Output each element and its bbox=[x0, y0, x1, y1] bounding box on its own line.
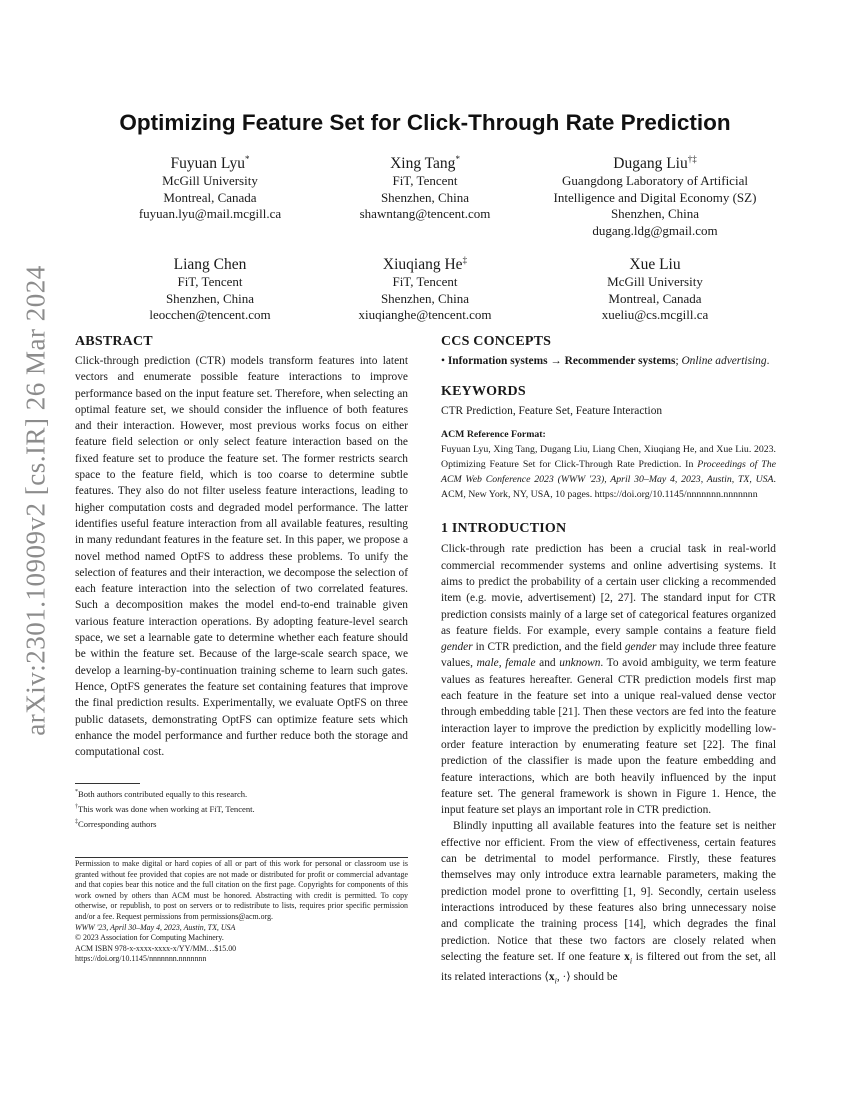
author-name: Fuyuan Lyu* bbox=[170, 153, 250, 172]
author-location: Shenzhen, China bbox=[165, 290, 255, 306]
abstract-text: Click-through prediction (CTR) models transform features into latent vectors and enumerate possible feature interactions to improve performance based on the input feature set. Therefore, when selecting an optimal feature set, we should consider the influence of both features and their interaction. However, most previous works focus on either feature field selection or only select feature interaction based on the fixed feature set to produce the feature set. The former restricts search space to the feature field, which is too coarse to determine subtle features. They also do not filter useless feature interactions, leading to higher computation costs and degraded model performance. The latter identifies useful feature interaction from all available features, resulting in many redundant features in the feature set. In this paper, we propose a novel method named OptFS to address these problems. To unify the selection of features and their interaction, we decompose the selection of each feature interaction into the selection of two correlated features. Such a decomposition makes the model end-to-end trainable given various feature interaction operations. By adopting feature-level search space, we set a learnable gate to determine whether each feature should be within the feature set. Because of the large-scale search space, we develop a learning-by-continuation training scheme to learn such gates. Hence, OptFS generates the feature set containing features that improve the final prediction results. Experimentally, we evaluate OptFS on three public datasets, demonstrating OptFS can optimize feature sets which enhance the model performance and further reduce both the storage and computational cost. bbox=[75, 355, 408, 759]
author-block bbox=[325, 154, 525, 223]
intro-heading: 1 INTRODUCTION bbox=[441, 521, 567, 537]
author-email: shawntang@tencent.com bbox=[359, 206, 491, 222]
author-location: Shenzhen, China bbox=[380, 189, 470, 205]
abstract-heading: ABSTRACT bbox=[75, 334, 153, 349]
author-email: xiuqianghe@tencent.com bbox=[358, 307, 492, 323]
right-column bbox=[441, 333, 776, 990]
keywords-heading: KEYWORDS bbox=[441, 384, 526, 400]
author-location: Montreal, Canada bbox=[608, 290, 702, 306]
copyright-line: © 2023 Association for Computing Machinery. bbox=[75, 933, 224, 943]
acm-ref-heading: ACM Reference Format: bbox=[441, 428, 546, 440]
author-location: Shenzhen, China bbox=[380, 290, 470, 306]
abstract-section bbox=[75, 333, 408, 760]
footnote-divider bbox=[75, 783, 140, 784]
permission-block bbox=[75, 859, 408, 965]
author-block bbox=[325, 255, 525, 324]
footnotes bbox=[75, 786, 408, 831]
intro-paragraph: Click-through rate prediction has been a crucial task in real-world commercial recommender systems and online advertising systems. It aims to predict the probability of a certain user clicking a recommended item (e.g. movie, advertisement) [2, 27]. The standard input for CTR prediction consists mainly of a large set of categorical features organized as feature fields. For example, every sample contains a feature field gender in CTR prediction, and the field gender may include three feature values, male, female and unknown. To avoid ambiguity, we term feature values as features hereafter. General CTR prediction models first map each feature in the feature set into a unique real-valued dense vector through embedding table [21]. Then these vectors are fed into the feature interaction layer to improve the prediction by explicitly modelling low-order feature interaction by enumerating feature set [22]. The final prediction of the classifier is made upon the feature embedding and feature interactions, which are both heavily influenced by the input feature set. The general framework is shown in Figure 1. Hence, the input feature set plays an important role in CTR prediction. bbox=[441, 543, 777, 817]
author-affiliation: FiT, Tencent bbox=[392, 173, 458, 188]
author-block bbox=[555, 255, 755, 324]
ccs-text: • Information systems → Recommender systems; Online advertising. bbox=[441, 355, 770, 367]
author-affiliation: FiT, Tencent bbox=[392, 274, 458, 289]
keywords-text: CTR Prediction, Feature Set, Feature Interaction bbox=[441, 405, 663, 418]
author-name: Xiuqiang He‡ bbox=[382, 254, 468, 273]
author-block bbox=[110, 154, 310, 223]
author-affiliation: McGill University bbox=[162, 173, 258, 188]
paper-title: Optimizing Feature Set for Click-Through Rate Prediction bbox=[119, 110, 731, 135]
intro-paragraph: Blindly inputting all available features into the feature set is neither effective nor efficient. From the view of effectiveness, certain features can be detrimental to model performance. Firstly, these features themselves may only introduce extra learnable parameters, making the prediction model prone to overfitting [1, 9]. Secondly, certain useless interactions introduced by these features also bring unnecessary noise and complicate the training process [14], which degrades the final prediction. Notice that these two factors are closely related when selecting the feature set. If one feature $x_i$ is filtered out from the set, all its related interactions $⟨x_i$, ·⟩ should be bbox=[441, 820, 776, 986]
arxiv-stamp bbox=[14, 264, 58, 736]
author-name: Xue Liu bbox=[629, 256, 681, 273]
author-block bbox=[530, 154, 780, 239]
footnote: †This work was done when working at FiT, Tencent. bbox=[75, 803, 255, 814]
ccs-heading: CCS CONCEPTS bbox=[441, 334, 552, 349]
author-affiliation: Guangdong Laboratory of Artificial bbox=[562, 173, 748, 188]
author-affiliation: Intelligence and Digital Economy (SZ) bbox=[553, 189, 757, 205]
arxiv-id: arXiv:2301.10909v2 [cs.IR] 26 Mar 2024 bbox=[20, 264, 51, 736]
author-email: fuyuan.lyu@mail.mcgill.ca bbox=[138, 206, 282, 222]
author-email: xueliu@cs.mcgill.ca bbox=[601, 307, 709, 323]
footnote: *Both authors contributed equally to this research. bbox=[75, 788, 248, 799]
footnote: ‡Corresponding authors bbox=[75, 818, 157, 829]
author-affiliation: McGill University bbox=[607, 274, 703, 289]
author-block bbox=[110, 255, 310, 324]
author-name: Liang Chen bbox=[173, 256, 247, 273]
acm-ref-text: Fuyuan Lyu, Xing Tang, Dugang Liu, Liang Chen, Xiuqiang He, and Xue Liu. 2023. Optimizing Feature Set for Click-Through Rate Prediction. In Proceedings of The ACM Web Conference 2023 (WWW '23), April 30–May 4, 2023, Austin, TX, USA. ACM, New York, NY, USA, 10 pages. https://doi.org/10.1145/nnnnnnn.nnnnnnn bbox=[441, 443, 776, 501]
author-affiliation: FiT, Tencent bbox=[177, 274, 243, 289]
author-email: dugang.ldg@gmail.com bbox=[592, 222, 718, 238]
author-email: leocchen@tencent.com bbox=[149, 307, 271, 323]
author-location: Shenzhen, China bbox=[610, 206, 700, 222]
author-name: Dugang Liu†‡ bbox=[613, 153, 697, 172]
isbn-line: ACM ISBN 978-x-xxxx-xxxx-x/YY/MM…$15.00 bbox=[75, 943, 237, 953]
conference-line: WWW '23, April 30–May 4, 2023, Austin, TX, USA bbox=[75, 922, 236, 932]
doi-line: https://doi.org/10.1145/nnnnnnn.nnnnnnn bbox=[75, 954, 207, 964]
permission-text: Permission to make digital or hard copies of all or part of this work for personal or classroom use is granted without fee provided that copies are not made or distributed for profit or commercial advantage and that copies bear this notice and the full citation on the first page. Copyrights for components of this work owned by others than ACM must be honored. Abstracting with credit is permitted. To copy otherwise, or republish, to post on servers or to redistribute to lists, requires prior specific permission and/or a fee. Request permissions from permissions@acm.org. bbox=[75, 859, 408, 921]
author-location: Montreal, Canada bbox=[163, 189, 257, 205]
author-name: Xing Tang* bbox=[390, 153, 460, 172]
permission-divider bbox=[75, 857, 408, 858]
